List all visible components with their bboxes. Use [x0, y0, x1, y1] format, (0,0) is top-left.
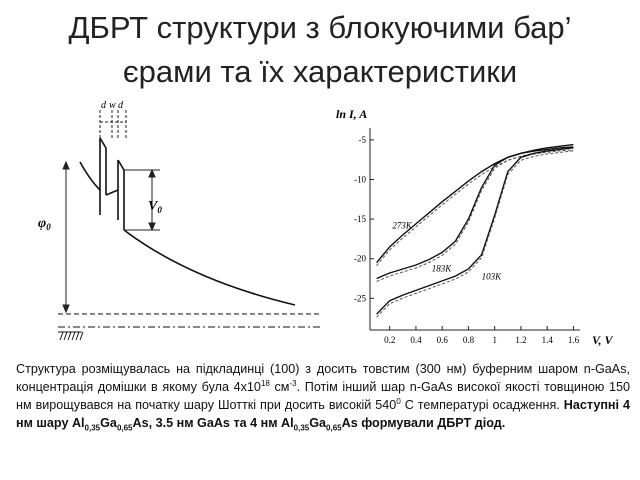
x-tick-label: 1: [492, 335, 497, 345]
chart-ylabel: ln I, A: [336, 107, 368, 121]
x-tick-label: 0.2: [384, 335, 396, 345]
x-tick-label: 1.4: [541, 335, 553, 345]
title-line-1: ДБРТ структури з блокуючими бар’: [68, 10, 572, 45]
x-tick-label: 0.4: [410, 335, 422, 345]
x-tick-label: 0.6: [436, 335, 448, 345]
label-w: w: [109, 100, 116, 111]
y-tick-label: -5: [358, 134, 366, 145]
label-d2: d: [118, 100, 123, 111]
label-phi0: $\varphi_0$: [38, 216, 51, 232]
series-line-183K: [377, 147, 574, 282]
metal-hatch: [58, 332, 83, 340]
caption-text: Структура розміщувалась на підкладинці (100) з досить товстим (300 нм) буферним шаром n-GaAs, концентрація домішки в якому була $4x10^{18}$ $см^{-3}$. Потім інший шар n-GaAs високої якості товщиною 150 нм вирощувався на початку шару Шотткі при досить високій $540^0$ С температурі осадження. Наступні 4 нм шару $Al_{0,35}Ga_{0,65}As$, 3.5 нм GaAs та 4 нм $Al_{0,35}Ga_{0,65}As$ формували ДБРТ діод.: [16, 362, 631, 433]
iv-chart: [330, 98, 630, 356]
label-v0: $V_0$: [148, 199, 162, 215]
series-label-273K: 273K: [392, 220, 412, 231]
x-tick-label: 0.8: [462, 335, 475, 345]
band-diagram: [0, 100, 330, 350]
x-tick-label: 1.2: [515, 335, 527, 345]
series-line-103K: [377, 148, 574, 314]
series-label-103K: 103K: [481, 271, 502, 282]
label-d1: d: [101, 100, 106, 111]
series-label-183K: 183K: [431, 263, 452, 274]
x-tick-label: 1.6: [567, 335, 580, 345]
y-tick-label: -10: [354, 174, 366, 185]
slide-title: [0, 6, 640, 94]
title-line-2: єрами та їх характеристики: [122, 54, 518, 89]
y-tick-label: -15: [354, 214, 366, 225]
chart-xlabel: V, V: [592, 333, 613, 347]
y-tick-label: -20: [354, 253, 366, 264]
y-tick-label: -25: [354, 293, 366, 304]
